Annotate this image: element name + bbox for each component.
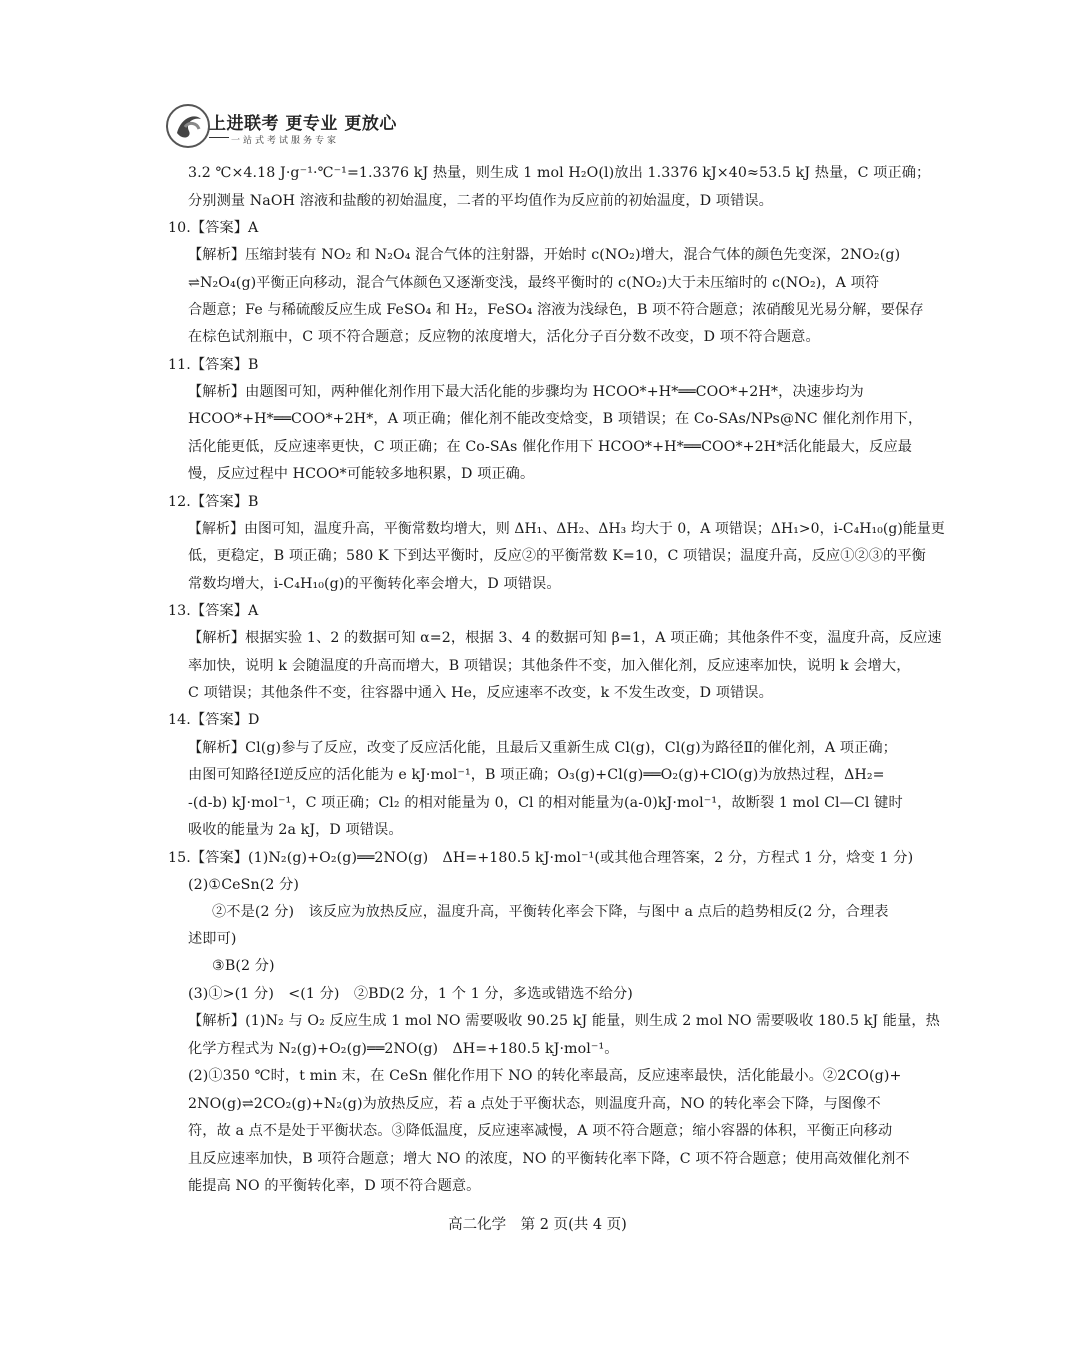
text-line: 在棕色试剂瓶中，C 项不符合题意；反应物的浓度增大，活化分子百分数不改变，D 项不符合题意。	[188, 329, 820, 345]
text-line: (3)①>(1 分) <(1 分) ②BD(2 分，1 个 1 分，多选或错选不给分)	[188, 986, 633, 1002]
answer-heading: 11.【答案】B	[168, 357, 259, 373]
text-line: (2)①350 ℃时，t min 末，在 CeSn 催化作用下 NO 的转化率最高，反应速率最快，活化能最小。②2CO(g)+	[188, 1068, 902, 1084]
text-line: 【解析】由题图可知，两种催化剂作用下最大活化能的步骤均为 HCOO*+H*══COO*+2H*，决速步均为	[188, 384, 864, 400]
text-line: 分别测量 NaOH 溶液和盐酸的初始温度，二者的平均值作为反应前的初始温度，D 项错误。	[188, 193, 773, 209]
text-line: 常数均增大，i-C₄H₁₀(g)的平衡转化率会增大，D 项错误。	[188, 576, 561, 592]
text-line: 述即可)	[188, 931, 237, 947]
text-line: ②不是(2 分) 该反应为放热反应，温度升高，平衡转化率会下降，与图中 a 点后的趋势相反(2 分，合理表	[212, 904, 889, 920]
text-line: 率加快，说明 k 会随温度的升高而增大，B 项错误；其他条件不变，加入催化剂，反应速率加快，说明 k 会增大，	[188, 658, 911, 674]
text-line: HCOO*+H*══COO*+2H*，A 项正确；催化剂不能改变焓变，B 项错误；在 Co-SAs/NPs@NC 催化剂作用下，	[188, 411, 923, 427]
text-line: 慢，反应过程中 HCOO*可能较多地积累，D 项正确。	[188, 466, 535, 482]
text-line: 由图可知路径Ⅰ逆反应的活化能为 e kJ·mol⁻¹，B 项正确；O₃(g)+Cl(g)══O₂(g)+ClO(g)为放热过程，ΔH₂=	[188, 767, 885, 783]
answer-heading: 13.【答案】A	[168, 603, 259, 619]
text-line: (2)①CeSn(2 分)	[188, 877, 300, 893]
text-line: 吸收的能量为 2a kJ，D 项错误。	[188, 822, 403, 838]
text-line: 【解析】Cl(g)参与了反应，改变了反应活化能，且最后又重新生成 Cl(g)，Cl(g)为路径Ⅱ的催化剂，A 项正确；	[188, 740, 897, 756]
answer-heading: 14.【答案】D	[168, 712, 260, 728]
brand-subtitle: 一站式考试服务专家	[231, 136, 340, 146]
text-line: ⇌N₂O₄(g)平衡正向移动，混合气体颜色又逐渐变浅，最终平衡时的 c(NO₂)大于未压缩时的 c(NO₂)，A 项符	[188, 275, 880, 291]
text-line: 且反应速率加快，B 项符合题意；增大 NO 的浓度，NO 的平衡转化率下降，C 项不符合题意；使用高效催化剂不	[188, 1151, 910, 1167]
text-line: ③B(2 分)	[212, 958, 275, 974]
text-line: 【解析】压缩封装有 NO₂ 和 N₂O₄ 混合气体的注射器，开始时 c(NO₂)增大，混合气体的颜色先变深，2NO₂(g)	[188, 247, 901, 263]
text-line: 【解析】根据实验 1、2 的数据可知 α=2，根据 3、4 的数据可知 β=1，A 项正确；其他条件不变，温度升高，反应速	[188, 630, 942, 646]
text-line: 【解析】由图可知，温度升高，平衡常数均增大，则 ΔH₁、ΔH₂、ΔH₃ 均大于 0，A 项错误；ΔH₁>0，i-C₄H₁₀(g)能量更	[188, 521, 945, 537]
text-line: 能提高 NO 的平衡转化率，D 项不符合题意。	[188, 1178, 481, 1194]
answer-heading: 15.【答案】(1)N₂(g)+O₂(g)══2NO(g) ΔH=+180.5 kJ·mol⁻¹(或其他合理答案，2 分，方程式 1 分，焓变 1 分)	[168, 850, 914, 866]
brand-title: 上进联考 更专业 更放心	[209, 114, 397, 134]
text-line: 3.2 ℃×4.18 J·g⁻¹·℃⁻¹=1.3376 kJ 热量，则生成 1 mol H₂O(l)放出 1.3376 kJ×40≈53.5 kJ 热量，C 项正确；	[188, 165, 931, 181]
text-line: 【解析】(1)N₂ 与 O₂ 反应生成 1 mol NO 需要吸收 90.25 kJ 能量，则生成 2 mol NO 需要吸收 180.5 kJ 能量，热	[188, 1013, 940, 1029]
text-line: 低，更稳定，B 项正确；580 K 下到达平衡时，反应②的平衡常数 K=10，C 项错误；温度升高，反应①②③的平衡	[188, 548, 926, 564]
page-footer: 高二化学 第 2 页(共 4 页)	[448, 1217, 627, 1233]
text-line: 化学方程式为 N₂(g)+O₂(g)══2NO(g) ΔH=+180.5 kJ·mol⁻¹。	[188, 1041, 619, 1057]
text-line: 2NO(g)⇌2CO₂(g)+N₂(g)为放热反应，若 a 点处于平衡状态，则温度升高，NO 的转化率会下降，与图像不	[188, 1096, 881, 1112]
text-line: -(d-b) kJ·mol⁻¹，C 项正确；Cl₂ 的相对能量为 0，Cl 的相对能量为(a-0)kJ·mol⁻¹，故断裂 1 mol Cl—Cl 键时	[188, 795, 903, 811]
answer-heading: 12.【答案】B	[168, 494, 259, 510]
text-line: 合题意；Fe 与稀硫酸反应生成 FeSO₄ 和 H₂，FeSO₄ 溶液为浅绿色，B 项不符合题意；浓硝酸见光易分解，要保存	[188, 302, 924, 318]
answer-heading: 10.【答案】A	[168, 220, 259, 236]
text-line: 活化能更低，反应速率更快，C 项正确；在 Co-SAs 催化作用下 HCOO*+H*══COO*+2H*活化能最大，反应最	[188, 439, 913, 455]
text-line: 符，故 a 点不是处于平衡状态。③降低温度，反应速率减慢，A 项不符合题意；缩小容器的体积，平衡正向移动	[188, 1123, 893, 1139]
text-line: C 项错误；其他条件不变，往容器中通入 He，反应速率不改变，k 不发生改变，D 项错误。	[188, 685, 773, 701]
